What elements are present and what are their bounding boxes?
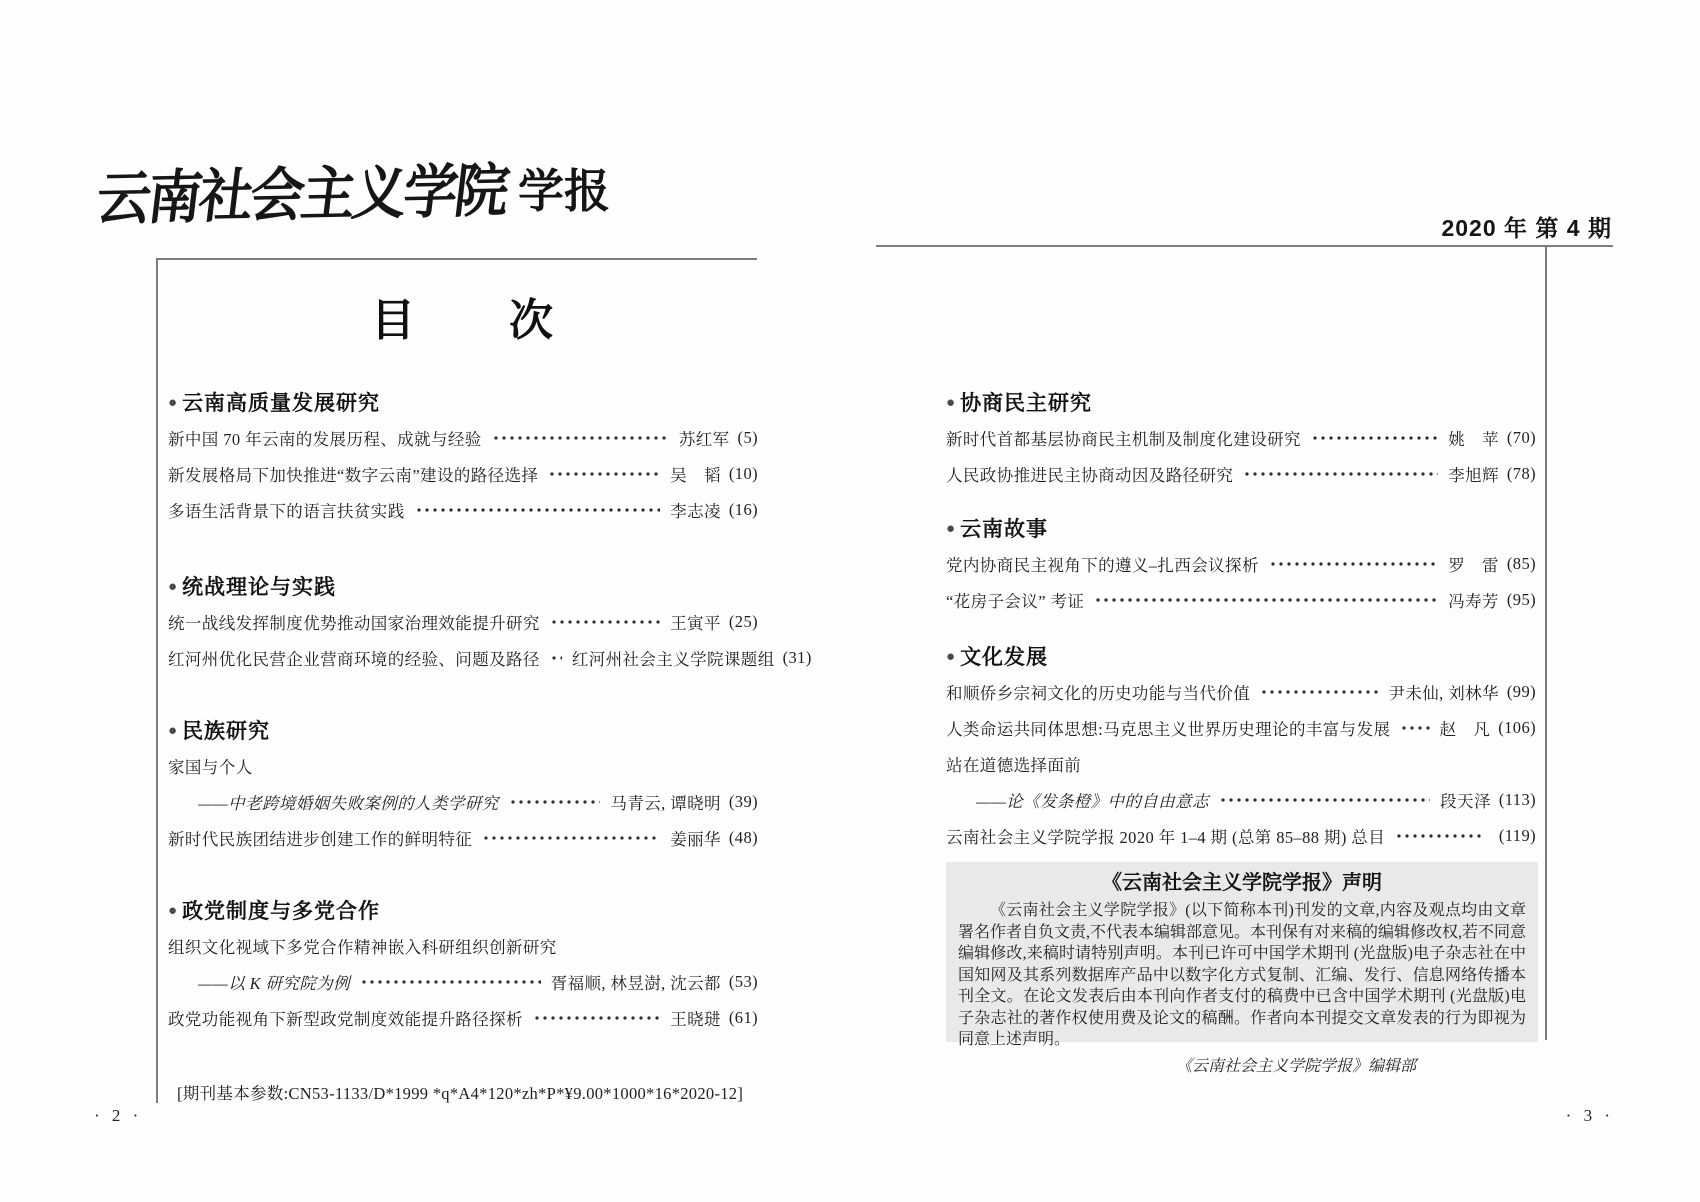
toc-entry [168, 492, 758, 528]
entry-page-number: (48) [728, 828, 758, 847]
statement-title: 《云南社会主义学院学报》声明 [1102, 872, 1382, 894]
entry-authors: 马青云, 谭晓明 [610, 794, 721, 813]
toc-right-column [946, 384, 1536, 854]
section-label: 协商民主研究 [960, 392, 1093, 415]
dot-leader [1260, 688, 1378, 696]
entry-page-number: (25) [728, 612, 758, 631]
dot-leader [1219, 796, 1430, 804]
entry-page-number: (119) [1498, 826, 1536, 845]
left-page-top-rule [156, 258, 757, 260]
dot-leader [1395, 832, 1481, 840]
section-bullet-icon: ● [946, 519, 957, 537]
section-header [946, 638, 1536, 674]
toc-title: 目 次 [371, 296, 555, 345]
section-label: 文化发展 [960, 646, 1049, 669]
toc-entry [946, 746, 1536, 782]
dot-leader [509, 798, 601, 806]
statement-body: 《云南社会主义学院学报》(以下简称本刊)刊发的文章,内容及观点均由文章署名作者自负文责,不代表本编辑部意见。本刊保有对来稿的编辑修改权,若不同意编辑修改,来稿时请特别声明。本刊已许可中国学术期刊 (光盘版)电子杂志社在中国知网及其系列数据库产品中以数字化方式复制、汇编、发行、信息网络传播本刊全文。在论文发表后由本刊向作者支付的稿费中已含中国学术期刊 (光盘版)电子杂志社的著作权使用费及论文的稿酬。作者向本刊提交文章发表的行为即视为同意上述声明。 [958, 902, 1527, 1048]
toc-entry [168, 964, 758, 1000]
statement-box [946, 862, 1538, 1075]
entry-title: 云南社会主义学院学报 2020 年 1–4 期 (总第 85–88 期) 总目 [946, 828, 1386, 847]
section-bullet-icon: ● [946, 647, 957, 665]
entry-page-number: (53) [728, 972, 758, 991]
entry-page-number: (106) [1498, 718, 1536, 737]
section-header [168, 568, 758, 604]
entry-page-number: (5) [737, 428, 758, 447]
entry-authors: 吴 韬 [670, 466, 721, 485]
page-number-right: · 3 · [1565, 1106, 1614, 1125]
dot-leader [360, 978, 541, 986]
entry-title: 党内协商民主视角下的遵义–扎西会议探析 [946, 556, 1259, 575]
entry-title: 站在道德选择面前 [946, 756, 1082, 775]
entry-authors: 王寅平 [670, 614, 721, 633]
toc-section [946, 510, 1536, 618]
toc-entry [946, 674, 1536, 710]
dot-leader [533, 1014, 660, 1022]
toc-entry [168, 928, 758, 964]
toc-entry [946, 420, 1536, 456]
entry-page-number: (85) [1506, 554, 1536, 573]
dot-leader [1400, 724, 1429, 732]
journal-logo-suffix: 学报 [518, 165, 610, 217]
toc-section [946, 384, 1536, 492]
dot-leader [1311, 434, 1438, 442]
entry-page-number: (113) [1498, 790, 1536, 809]
toc-entry [946, 582, 1536, 618]
dot-leader [548, 470, 660, 478]
entry-title: 人民政协推进民主协商动因及路径研究 [946, 466, 1234, 485]
dot-leader [550, 654, 562, 662]
toc-entry [946, 546, 1536, 582]
section-header [946, 384, 1536, 420]
toc-section [168, 892, 758, 1036]
entry-title: ——中老跨境婚姻失败案例的人类学研究 [198, 794, 499, 813]
dot-leader [415, 506, 661, 514]
entry-title: 组织文化视域下多党合作精神嵌入科研组织创新研究 [168, 938, 557, 957]
dot-leader [492, 434, 669, 442]
section-label: 政党制度与多党合作 [182, 900, 381, 923]
toc-section [168, 712, 758, 856]
entry-authors: 胥福顺, 林昱澍, 沈云都 [550, 974, 721, 993]
entry-page-number: (10) [728, 464, 758, 483]
entry-title: 新中国 70 年云南的发展历程、成就与经验 [168, 430, 482, 449]
entry-authors: 李志凌 [670, 502, 721, 521]
journal-logo-calligraphy: 云南社会主义学院 [92, 158, 510, 233]
entry-title: “花房子会议” 考证 [946, 592, 1085, 611]
entry-page-number: (99) [1506, 682, 1536, 701]
right-page-side-rule [1545, 245, 1547, 1040]
dot-leader [1269, 560, 1438, 568]
toc-entry [946, 782, 1536, 818]
entry-authors: 段天泽 [1440, 792, 1491, 811]
entry-authors: 姚 苹 [1448, 430, 1499, 449]
toc-section [168, 568, 812, 676]
toc-section [946, 638, 1536, 854]
toc-left-column [168, 384, 812, 1036]
entry-authors: 罗 雷 [1448, 556, 1499, 575]
entry-title: 人类命运共同体思想:马克思主义世界历史理论的丰富与发展 [946, 720, 1391, 739]
entry-authors: 李旭辉 [1448, 466, 1499, 485]
entry-page-number: (39) [728, 792, 758, 811]
entry-page-number: (16) [728, 500, 758, 519]
toc-entry [946, 710, 1536, 746]
issue-label: 2020 年 第 4 期 [1441, 215, 1612, 241]
dot-leader [1243, 470, 1438, 478]
entry-title: 新时代首都基层协商民主机制及制度化建设研究 [946, 430, 1301, 449]
section-header [168, 384, 758, 420]
entry-title: 新发展格局下加快推进“数字云南”建设的路径选择 [168, 466, 539, 485]
entry-title: 多语生活背景下的语言扶贫实践 [168, 502, 405, 521]
journal-logo [92, 152, 610, 233]
dot-leader [550, 618, 660, 626]
section-header [168, 712, 758, 748]
entry-title: 家国与个人 [168, 758, 253, 777]
entry-page-number: (78) [1506, 464, 1536, 483]
section-bullet-icon: ● [168, 721, 179, 739]
toc-entry [168, 456, 758, 492]
right-page-top-rule [876, 245, 1613, 247]
entry-title: 新时代民族团结进步创建工作的鲜明特征 [168, 830, 473, 849]
entry-authors: 冯寿芳 [1448, 592, 1499, 611]
entry-page-number: (61) [728, 1008, 758, 1027]
section-header [946, 510, 1536, 546]
toc-entry [168, 420, 758, 456]
entry-page-number: (31) [782, 648, 812, 667]
toc-entry [946, 818, 1536, 854]
entry-title: 政党功能视角下新型政党制度效能提升路径探析 [168, 1010, 523, 1029]
section-bullet-icon: ● [946, 393, 957, 411]
entry-authors: 尹未仙, 刘林华 [1388, 684, 1499, 703]
toc-section [168, 384, 758, 528]
section-label: 民族研究 [182, 720, 271, 743]
toc-entry [168, 820, 758, 856]
section-bullet-icon: ● [168, 577, 179, 595]
toc-entry [168, 748, 758, 784]
entry-authors: 赵 凡 [1439, 720, 1491, 739]
entry-authors: 苏红军 [678, 430, 730, 449]
journal-parameters: [期刊基本参数:CN53-1133/D*1999 *q*A4*120*zh*P*¥9.00*1000*16*2020-12] [177, 1084, 744, 1103]
entry-title: 统一战线发挥制度优势推动国家治理效能提升研究 [168, 614, 540, 633]
entry-authors: 姜丽华 [670, 830, 721, 849]
section-header [168, 892, 758, 928]
left-page-side-rule [156, 258, 158, 1103]
toc-entry [168, 640, 812, 676]
section-label: 云南高质量发展研究 [182, 392, 381, 415]
page-number-left: · 2 · [94, 1106, 143, 1125]
entry-page-number: (95) [1506, 590, 1536, 609]
toc-entry [168, 604, 758, 640]
section-label: 统战理论与实践 [182, 576, 337, 599]
entry-page-number: (70) [1506, 428, 1536, 447]
statement-signature: 《云南社会主义学院学报》编辑部 [1175, 1057, 1416, 1075]
toc-entry [168, 1000, 758, 1036]
section-label: 云南故事 [960, 518, 1049, 541]
dot-leader [1094, 596, 1438, 604]
toc-entry [946, 456, 1536, 492]
entry-authors: 红河州社会主义学院课题组 [571, 650, 775, 669]
dot-leader [482, 834, 660, 842]
entry-title: 红河州优化民营企业营商环境的经验、问题及路径 [168, 650, 540, 669]
entry-authors: 王晓琎 [670, 1010, 721, 1029]
section-bullet-icon: ● [168, 393, 179, 411]
entry-title: 和顺侨乡宗祠文化的历史功能与当代价值 [946, 684, 1251, 703]
entry-title: ——以 K 研究院为例 [198, 974, 350, 993]
entry-title: ——论《发条橙》中的自由意志 [976, 792, 1209, 811]
section-bullet-icon: ● [168, 901, 179, 919]
toc-entry [168, 784, 758, 820]
